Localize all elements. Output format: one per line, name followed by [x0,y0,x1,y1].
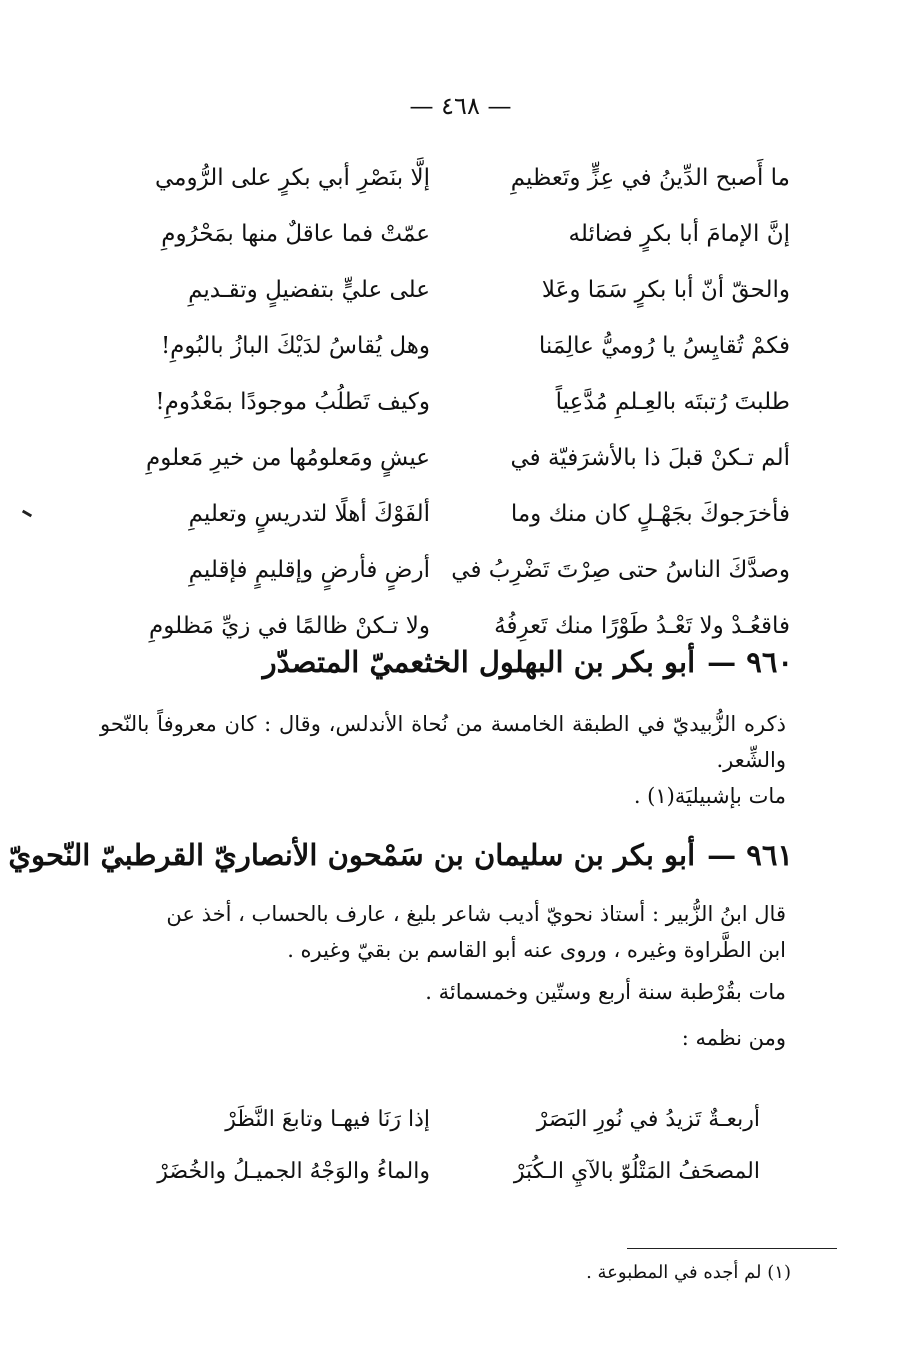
verse-second-hemistich: إلَّا بنَصْرِ أبي بكرٍ على الرُّومي [155,165,430,191]
verse-first-hemistich: طلبتَ رُتبتَه بالعِـلمِ مُدَّعِياً [555,389,790,415]
verse-line [140,382,790,438]
verse-second-hemistich: ولا تـكنْ ظالمًا في زيِّ مَظلومِ [149,613,430,639]
verse-line [140,494,790,550]
footnote-divider [627,1248,837,1249]
verse-line [140,214,790,270]
verse-first-hemistich: ألم تـكنْ قبلَ ذا بالأشرَفيّة في [510,445,790,471]
verse-line [157,1152,760,1204]
verse-line [140,270,790,326]
paragraph-line: مات بإشبيليَة(١) . [633,784,786,808]
poem-1 [140,158,790,662]
paragraph-line: ذكره الزُّبيديّ في الطبقة الخامسة من نُحاة الأندلس، وقال : كان معروفاً بالنّحو والشِّعر. [100,712,786,772]
verse-line [140,438,790,494]
verse-first-hemistich: المصحَفُ المَتْلُوّ بالآيِ الـكُبَرْ [513,1159,760,1184]
paragraph-line: ابن الطَّراوة وغيره ، وروى عنه أبو القاسم بن بقيّ وغيره . [287,938,786,962]
verse-line [140,550,790,606]
paragraph-line: قال ابنُ الزُّبير : أستاذ نحويّ أديب شاعر بليغ ، عارف بالحساب ، أخذ عن [166,902,786,926]
verse-first-hemistich: والحقّ أنّ أبا بكرٍ سَمَا وعَلا [541,277,790,303]
verse-line [160,1100,760,1152]
verse-first-hemistich: فأخرَجوكَ بجَهْـلٍ كان منك وما [510,501,790,527]
entry-960-text [100,706,786,814]
verse-second-hemistich: على عليٍّ بتفضيلٍ وتقـديمِ [188,277,430,303]
entry-number: ٩٦٠ — [707,645,793,679]
verse-line [140,158,790,214]
verse-first-hemistich: أربعـةٌ تَزيدُ في نُورِ البَصَرْ [536,1107,760,1132]
verse-second-hemistich: وهل يُقاسُ لدَيْكَ البازُ بالبُومِ! [160,333,430,359]
verse-first-hemistich: ما أَصبح الدِّينُ في عِزٍّ وتَعظيمِ [510,165,790,191]
paragraph-line: ومن نظمه : [681,1026,786,1050]
poem-2 [157,1100,760,1204]
verse-second-hemistich: عمّتْ فما عاقلٌ منها بمَحْرُومِ [161,221,430,247]
verse-second-hemistich: أرضٍ فأرضٍ وإقليمٍ فإقليمِ [188,557,430,583]
verse-first-hemistich: إنَّ الإمامَ أبا بكرٍ فضائله [568,221,790,247]
verse-second-hemistich: إذا رَنَا فيهـا وتابعَ النَّظَرْ [225,1107,430,1132]
verse-first-hemistich: فاقعُـدْ ولا تَعْـدُ طَوْرًا منك تَعرِفُهُ [494,613,790,639]
margin-mark [22,510,32,518]
verse-second-hemistich: عيشٍ ومَعلومُها من خيرِ مَعلومِ [145,445,430,471]
entry-title: أبو بكر بن سليمان بن سَمْحون الأنصاريّ القرطبيّ النّحويّ [8,838,696,872]
footnote: (١) لم أجده في المطبوعة . [586,1262,791,1283]
paragraph-line: مات بقُرْطبة سنة أربع وستّين وخمسمائة . [425,980,786,1004]
verse-first-hemistich: وصدَّكَ الناسُ حتى صِرْتَ تَضْرِبُ في [451,557,790,583]
entry-961-heading [8,838,793,872]
verse-second-hemistich: ألفَوْكَ أهلًا لتدريسٍ وتعليمِ [188,501,430,527]
entry-number: ٩٦١ — [707,838,793,872]
entry-961-text [100,896,786,1056]
verse-line [140,326,790,382]
entry-960-heading [110,645,793,679]
verse-second-hemistich: وكيف تَطلُبُ موجودًا بمَعْدُومِ! [155,389,430,415]
entry-title: أبو بكر بن البهلول الخثعميّ المتصدّر [262,645,696,679]
verse-first-hemistich: فكمْ تُقايِسُ يا رُوميُّ عالِمَنا [538,333,790,359]
page-number: — ٤٦٨ — [409,92,512,120]
verse-second-hemistich: والماءُ والوَجْهُ الجميـلُ والخُضَرْ [157,1159,430,1184]
